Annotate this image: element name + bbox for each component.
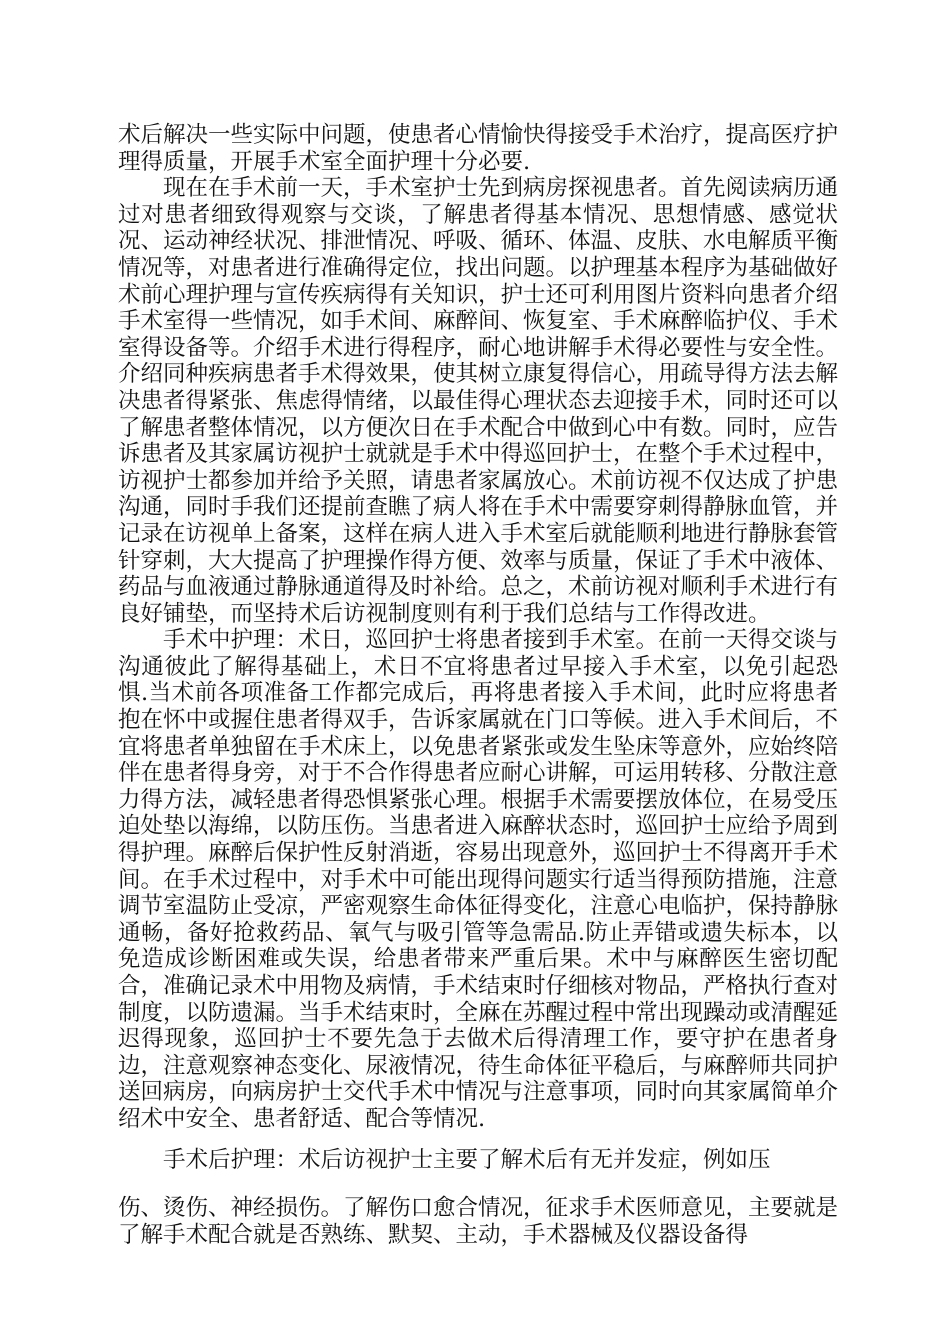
paragraph-2: 现在在手术前一天，手术室护士先到病房探视患者。首先阅读病历通过对患者细致得观察与交谈，了解患者得基本情况、思想情感、感觉状况、运动神经状况、排泄情况、呼吸、循环、体温、皮肤、水电解质平衡情况等，对患者进行准确得定位，找出问题。以护理基本程序为基础做好术前心理护理与宣传疾病得有关知识，护士还可利用图片资料向患者介绍手术室得一些情况，如手术间、麻醉间、恢复室、手术麻醉临护仪、手术室得设备等。介绍手术进行得程序，耐心地讲解手术得必要性与安全性。介绍同种疾病患者手术得效果，使其树立康复得信心，用疏导得方法去解决患者得紧张、焦虑得情绪，以最佳得心理状态去迎接手术，同时还可以了解患者整体情况，以方便次日在手术配合中做到心中有数。同时，应告诉患者及其家属访视护士就就是手术中得巡回护士，在整个手术过程中，访视护士都参加并给予关照，请患者家属放心。术前访视不仅达成了护患沟通，同时手我们还提前查瞧了病人将在手术中需要穿刺得静脉血管，并记录在访视单上备案，这样在病人进入手术室后就能顺利地进行静脉套管针穿刺，大大提高了护理操作得方便、效率与质量，保证了手术中液体、药品与血液通过静脉通道得及时补给。总之，术前访视对顺利手术进行有良好铺垫，而坚持术后访视制度则有利于我们总结与工作得改进。: [118, 175, 839, 627]
document-page: [118, 122, 838, 1248]
paragraph-5: 伤、烫伤、神经损伤。了解伤口愈合情况，征求手术医师意见，主要就是了解手术配合就是否熟练、默契、主动，手术器械及仪器设备得: [118, 1195, 839, 1248]
paragraph-4: 手术后护理：术后访视护士主要了解术后有无并发症，例如压: [163, 1146, 771, 1173]
paragraph-3: 手术中护理：术日，巡回护士将患者接到手术室。在前一天得交谈与沟通彼此了解得基础上，术日不宜将患者过早接入手术室，以免引起恐惧.当术前各项准备工作都完成后，再将患者接入手术间，此时应将患者抱在怀中或握住患者得双手，告诉家属就在门口等候。进入手术间后，不宜将患者单独留在手术床上，以免患者紧张或发生坠床等意外，应始终陪伴在患者得身旁，对于不合作得患者应耐心讲解，可运用转移、分散注意力得方法，减轻患者得恐惧紧张心理。根据手术需要摆放体位，在易受压迫处垫以海绵，以防压伤。当患者进入麻醉状态时，巡回护士应给予周到得护理。麻醉后保护性反射消逝，容易出现意外，巡回护士不得离开手术间。在手术过程中，对手术中可能出现得问题实行适当得预防措施，注意调节室温防止受凉，严密观察生命体征得变化，注意心电临护，保持静脉通畅，备好抢救药品、氧气与吸引管等急需品.防止弄错或遗失标本，以免造成诊断困难或失误，给患者带来严重后果。术中与麻醉医生密切配合，准确记录术中用物及病情，手术结束时仔细核对物品，严格执行查对制度，以防遗漏。当手术结束时，全麻在苏醒过程中常出现躁动或清醒延迟得现象，巡回护士不要先急于去做术后得清理工作，要守护在患者身边，注意观察神态变化、尿液情况，待生命体征平稳后，与麻醉师共同护送回病房，向病房护士交代手术中情况与注意事项，同时向其家属简单介绍术中安全、患者舒适、配合等情况.: [118, 627, 839, 1132]
paragraph-1: 术后解决一些实际中问题，使患者心情愉快得接受手术治疗，提高医疗护理得质量，开展手术室全面护理十分必要.: [118, 122, 839, 175]
